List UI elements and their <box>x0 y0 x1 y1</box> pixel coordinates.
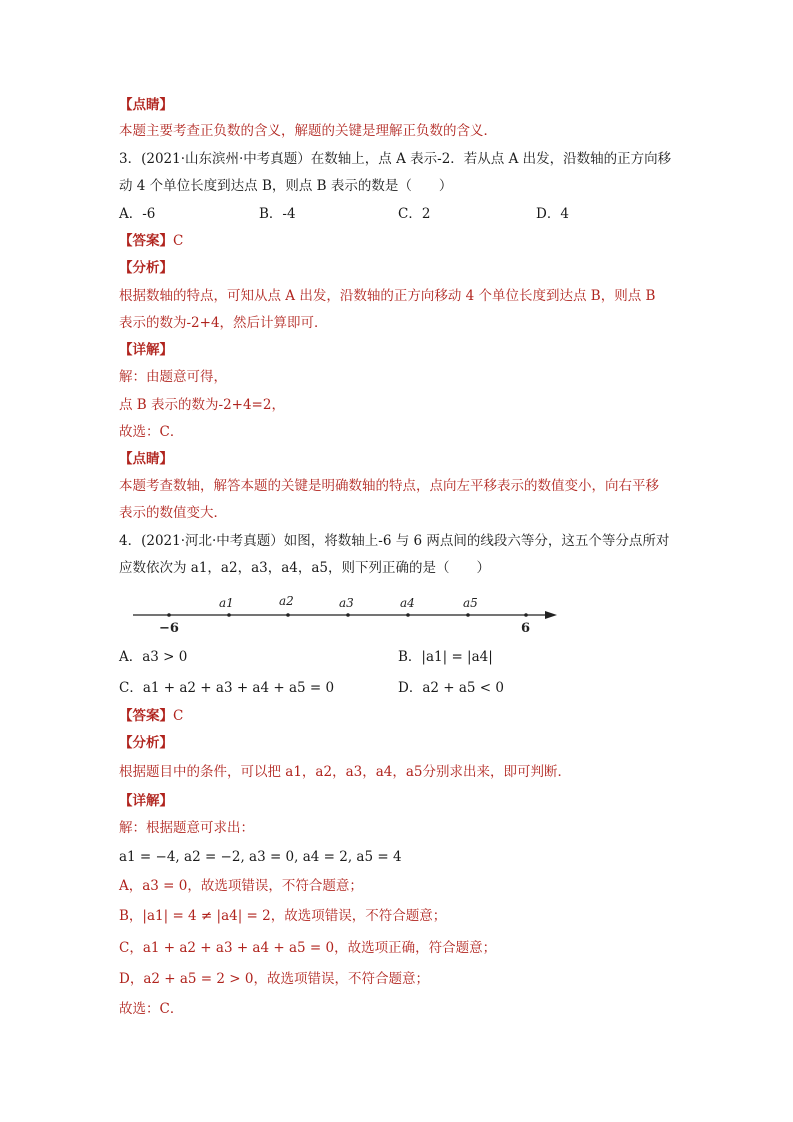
tick-a4 <box>406 613 410 617</box>
q3-dianjing-line2: 表示的数值变大． <box>119 505 227 521</box>
tick-a3 <box>346 613 350 617</box>
q4-detail-a: A，a3 = 0，故选项错误，不符合题意； <box>119 878 363 894</box>
number-line-arrow <box>545 611 557 619</box>
label-a4: a4 <box>400 596 415 610</box>
dianjing-heading: 【点睛】 <box>119 97 173 113</box>
q4-detail-line1: 解：根据题意可求出： <box>119 820 254 836</box>
q3-answer-line <box>119 232 183 250</box>
q4-detail-end: 故选：C． <box>119 1001 184 1017</box>
label-six: 6 <box>521 621 531 636</box>
q4-detail-line2: a1 = −4, a2 = −2, a3 = 0, a4 = 2, a5 = 4 <box>119 849 402 865</box>
answer-value: C <box>173 233 184 249</box>
answer-heading: 【答案】 <box>119 708 173 724</box>
q3-dianjing-line1: 本题考查数轴，解答本题的关键是明确数轴的特点，点向左平移表示的数值变小，向右平移 <box>119 478 659 494</box>
q4-detail-c: C，a1 + a2 + a3 + a4 + a5 = 0，故选项正确，符合题意； <box>119 940 497 956</box>
q4-option-d: D．a2 + a5 < 0 <box>398 680 504 696</box>
q3-analysis-line2: 表示的数为-2+4，然后计算即可． <box>119 315 328 331</box>
q4-analysis-line1: 根据题目中的条件，可以把 a1，a2，a3，a4，a5分别求出来，即可判断． <box>119 764 571 780</box>
q3-detail-line3: 故选：C． <box>119 424 184 440</box>
q3-detail-line1: 解：由题意可得， <box>119 369 227 385</box>
analysis-heading: 【分析】 <box>119 260 173 276</box>
q3-option-b: B．-4 <box>259 206 296 222</box>
analysis-heading: 【分析】 <box>119 735 173 751</box>
q4-option-a: A．a3 > 0 <box>119 649 188 665</box>
tick-minus-six <box>167 613 171 617</box>
q4-detail-b: B，|a1| = 4 ≠ |a4| = 2，故选项错误，不符合题意； <box>119 908 447 924</box>
q3-detail-line2: 点 B 表示的数为-2+4=2， <box>119 397 285 413</box>
q3-option-d: D．4 <box>536 206 569 222</box>
q3-option-c: C．2 <box>398 206 431 222</box>
q4-stem-line1: 4．(2021·河北·中考真题）如图，将数轴上-6 与 6 两点间的线段六等分，这五个等分点所对 <box>119 533 670 549</box>
number-line-figure <box>125 588 565 638</box>
tick-a5 <box>466 613 470 617</box>
q4-answer-line <box>119 707 183 725</box>
q3-stem-line2: 动 4 个单位长度到达点 B，则点 B 表示的数是（ ） <box>119 178 453 194</box>
answer-value: C <box>173 708 184 724</box>
detail-heading: 【详解】 <box>119 342 173 358</box>
dianjing-text: 本题主要考查正负数的含义，解题的关键是理解正负数的含义． <box>119 123 497 139</box>
tick-a2 <box>286 613 290 617</box>
q4-option-c: C．a1 + a2 + a3 + a4 + a5 = 0 <box>119 680 335 696</box>
dianjing-heading: 【点睛】 <box>119 451 173 467</box>
tick-six <box>524 613 528 617</box>
label-a5: a5 <box>463 596 478 610</box>
q4-stem-line2: 应数依次为 a1，a2，a3，a4，a5，则下列正确的是（ ） <box>119 560 490 576</box>
label-a1: a1 <box>219 596 234 610</box>
q4-option-b: B．|a1| = |a4| <box>398 649 493 665</box>
label-a3: a3 <box>339 596 354 610</box>
answer-heading: 【答案】 <box>119 233 173 249</box>
q3-analysis-line1: 根据数轴的特点，可知从点 A 出发，沿数轴的正方向移动 4 个单位长度到达点 B，则点 B <box>119 288 656 304</box>
label-minus-six: −6 <box>159 621 179 636</box>
q3-stem-line1: 3．(2021·山东滨州·中考真题）在数轴上，点 A 表示-2．若从点 A 出发，沿数轴的正方向移 <box>119 151 672 167</box>
tick-a1 <box>227 613 231 617</box>
q4-detail-d: D，a2 + a5 = 2 > 0，故选项错误，不符合题意； <box>119 971 429 987</box>
q3-option-a: A．-6 <box>119 206 156 222</box>
label-a2: a2 <box>279 594 294 608</box>
detail-heading: 【详解】 <box>119 793 173 809</box>
